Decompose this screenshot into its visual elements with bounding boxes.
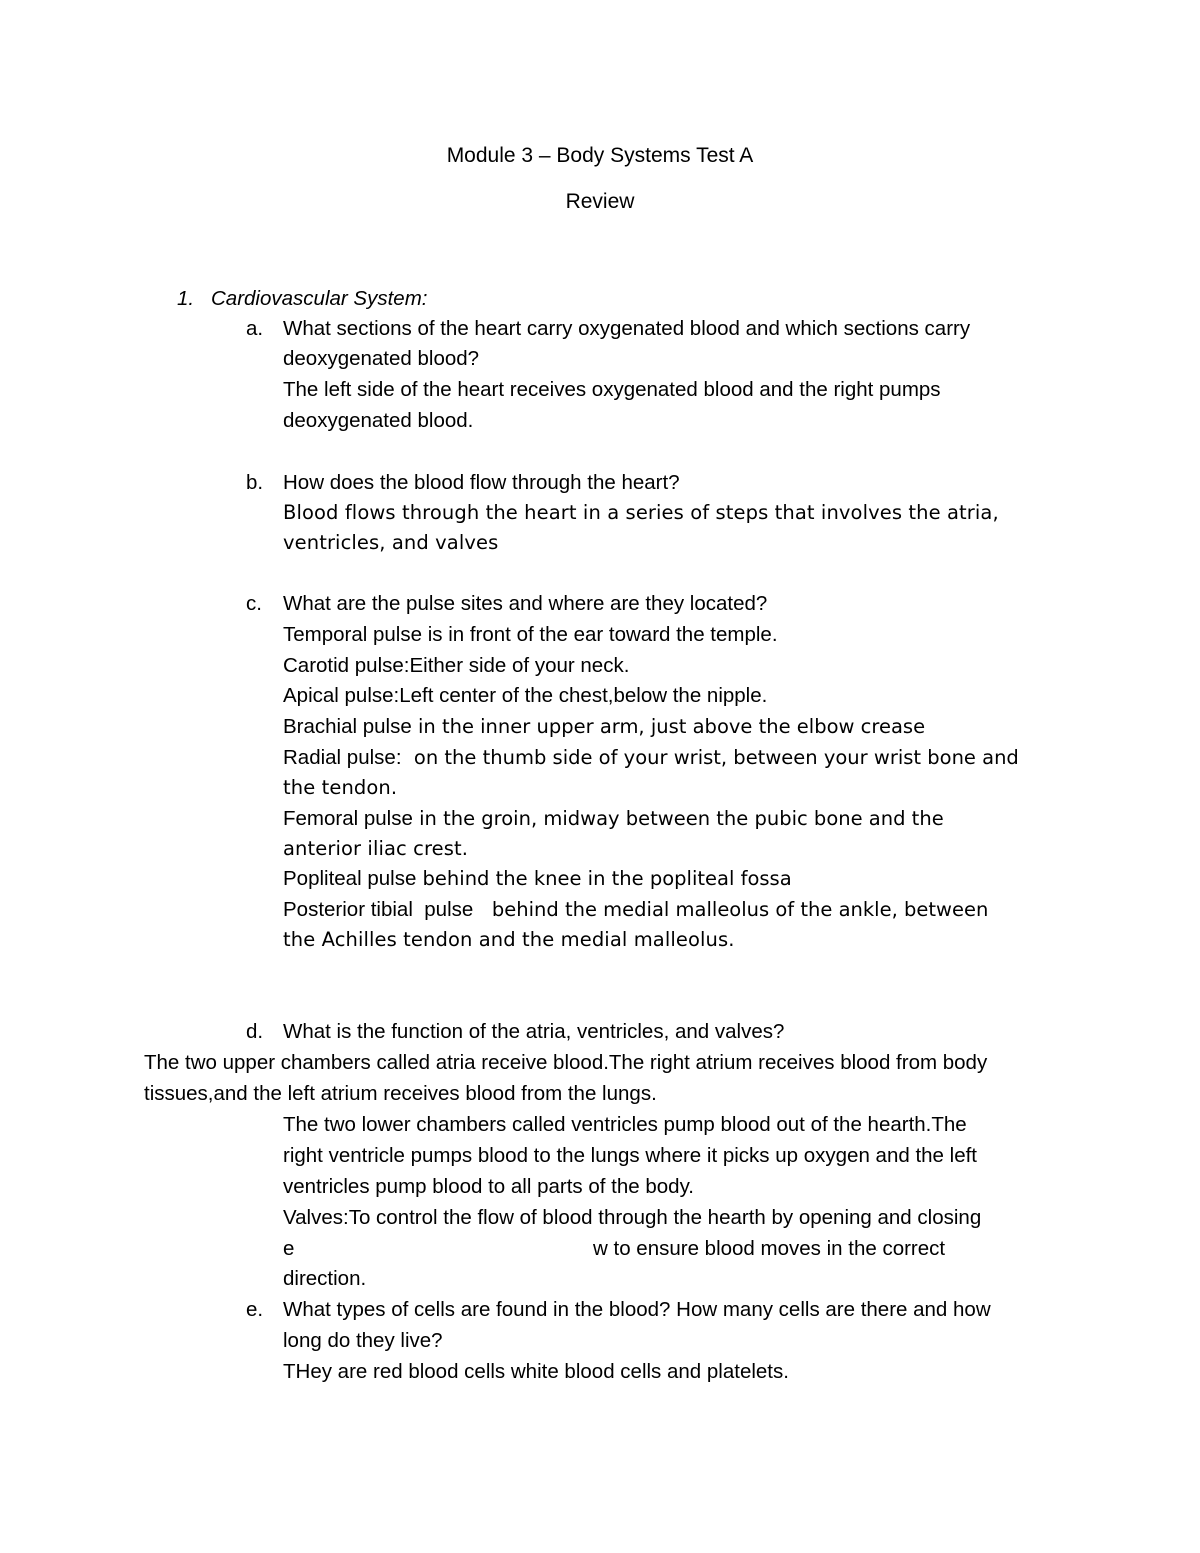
popliteal-pulse-text: behind the knee in the popliteal fossa — [416, 867, 792, 890]
section-number: 1. — [177, 287, 195, 310]
apical-pulse-line: Apical pulse:Left center of the chest,below the nipple. — [283, 684, 768, 707]
femoral-pulse-line — [283, 804, 944, 834]
valves-answer-line3: direction. — [283, 1267, 367, 1290]
question-d-text: What is the function of the atria, ventricles, and valves? — [283, 1020, 785, 1043]
radial-pulse-text: on the thumb side of your wrist, between your wrist bone and — [401, 746, 1019, 769]
femoral-pulse-text-line2: anterior iliac crest. — [283, 837, 469, 860]
document-title: Module 3 – Body Systems Test A — [446, 144, 754, 167]
ventricles-answer-line2: right ventricle pumps blood to the lungs where it picks up oxygen and the left — [283, 1144, 977, 1167]
section-heading: Cardiovascular System: — [211, 287, 428, 310]
answer-e-line1: THey are red blood cells white blood cells and platelets. — [283, 1360, 789, 1383]
ventricles-answer-line1: The two lower chambers called ventricles pump blood out of the hearth.The — [283, 1113, 967, 1136]
valves-answer-line1: Valves:To control the flow of blood through the hearth by opening and closing — [283, 1206, 982, 1229]
atria-answer-line1: The two upper chambers called atria receive blood.The right atrium receives blood from body — [144, 1051, 988, 1074]
answer-b-line2: ventricles, and valves — [283, 531, 499, 554]
answer-a-line1: The left side of the heart receives oxygenated blood and the right pumps — [283, 378, 941, 401]
ventricles-answer-line3: ventricles pump blood to all parts of the body. — [283, 1175, 694, 1198]
posterior-tibial-pulse-text: behind the medial malleolus of the ankle, between — [473, 898, 989, 921]
posterior-tibial-pulse-label: Posterior tibial pulse — [283, 898, 474, 921]
femoral-pulse-label: Femoral pulse — [283, 807, 413, 830]
question-b-marker: b. — [246, 471, 264, 494]
question-a-marker: a. — [246, 317, 264, 340]
question-a-text-line1: What sections of the heart carry oxygenated blood and which sections carry — [283, 317, 971, 340]
question-b-text: How does the blood flow through the heart? — [283, 471, 680, 494]
question-c-marker: c. — [246, 592, 262, 615]
carotid-pulse-line: Carotid pulse:Either side of your neck. — [283, 654, 630, 677]
posterior-tibial-pulse-text-line2: the Achilles tendon and the medial malleolus. — [283, 928, 735, 951]
question-a-text-line2: deoxygenated blood? — [283, 347, 480, 370]
question-e-text-line2: long do they live? — [283, 1329, 443, 1352]
brachial-pulse-line — [283, 712, 925, 742]
radial-pulse-text-line2: the tendon. — [283, 776, 398, 799]
answer-a-line2: deoxygenated blood. — [283, 409, 474, 432]
valves-answer-line2-start: e — [283, 1237, 295, 1260]
popliteal-pulse-line — [283, 864, 792, 894]
answer-b-line1: Blood flows through the heart in a series of steps that involves the atria, — [283, 501, 999, 524]
question-c-text: What are the pulse sites and where are they located? — [283, 592, 768, 615]
question-e-text-line1: What types of cells are found in the blood? How many cells are there and how — [283, 1298, 991, 1321]
question-d-marker: d. — [246, 1020, 264, 1043]
radial-pulse-label: Radial pulse: — [283, 746, 402, 769]
document-subtitle: Review — [565, 190, 635, 213]
femoral-pulse-text: in the groin, midway between the pubic bone and the — [412, 807, 944, 830]
valves-answer-line2-end: w to ensure blood moves in the correct — [593, 1237, 946, 1260]
temporal-pulse-line: Temporal pulse is in front of the ear toward the temple. — [283, 623, 778, 646]
question-e-marker: e. — [246, 1298, 264, 1321]
brachial-pulse-text: in the inner upper arm, just above the elbow crease — [411, 715, 926, 738]
brachial-pulse-label: Brachial pulse — [283, 715, 412, 738]
atria-answer-line2: tissues,and the left atrium receives blood from the lungs. — [144, 1082, 657, 1105]
radial-pulse-line — [283, 743, 1019, 773]
posterior-tibial-pulse-line — [283, 895, 988, 925]
popliteal-pulse-label: Popliteal pulse — [283, 867, 417, 890]
